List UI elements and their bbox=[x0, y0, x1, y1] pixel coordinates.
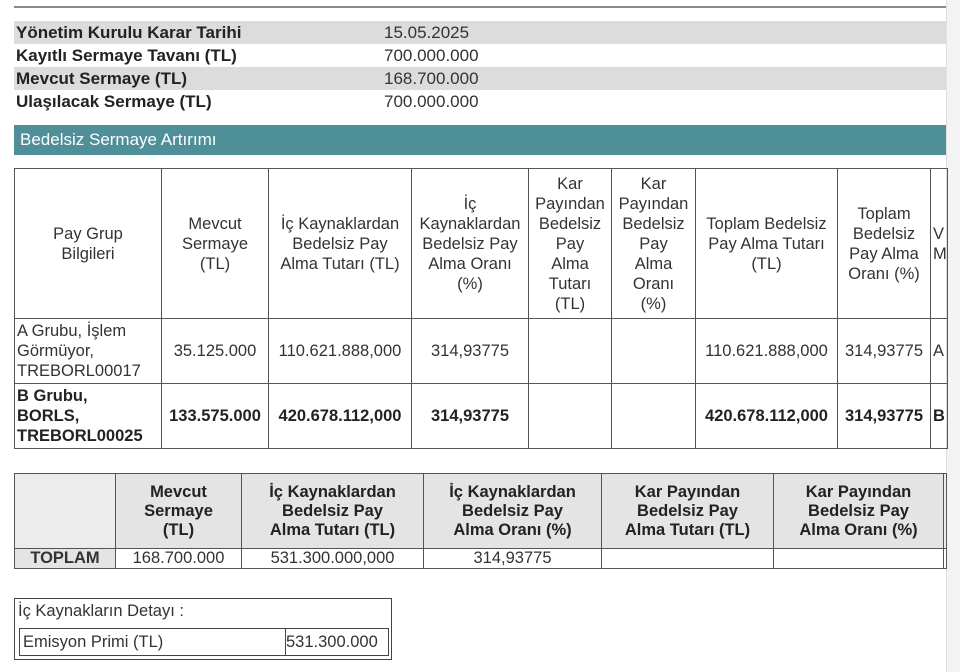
header-cell: Kar Payından Bedelsiz Pay Alma Tutarı (TL) bbox=[529, 169, 612, 319]
total-cut bbox=[944, 549, 947, 569]
info-key: Yönetim Kurulu Karar Tarihi bbox=[16, 23, 242, 42]
info-key: Kayıtlı Sermaye Tavanı (TL) bbox=[16, 46, 237, 65]
header-cell: İç Kaynaklardan Bedelsiz Pay Alma Oranı (%) bbox=[424, 474, 602, 549]
cell-cut: A bbox=[931, 319, 948, 384]
header-cell-empty bbox=[15, 474, 116, 549]
totals-header-row bbox=[15, 474, 947, 549]
header-cell: İç Kaynaklardan Bedelsiz Pay Alma Tutarı (TL) bbox=[269, 169, 412, 319]
info-row-mevcut-sermaye bbox=[14, 67, 946, 90]
cell-toplam-tutar: 110.621.888,000 bbox=[696, 319, 838, 384]
cell-ic-oran: 314,93775 bbox=[412, 384, 529, 449]
cell-toplam-oran: 314,93775 bbox=[838, 319, 931, 384]
info-key: Mevcut Sermaye (TL) bbox=[16, 69, 187, 88]
cell-ic-tutar: 110.621.888,000 bbox=[269, 319, 412, 384]
info-value: 700.000.000 bbox=[384, 92, 479, 111]
total-kar-oran bbox=[774, 549, 944, 569]
share-group-table bbox=[14, 168, 948, 449]
cell-group: B Grubu, BORLS, TREBORL00025 bbox=[15, 384, 162, 449]
section-title: Bedelsiz Sermaye Artırımı bbox=[20, 130, 217, 149]
cell-mevcut: 35.125.000 bbox=[162, 319, 269, 384]
header-cell: Kar Payından Bedelsiz Pay Alma Oranı (%) bbox=[774, 474, 944, 549]
info-row-ulasilacak-sermaye bbox=[14, 90, 946, 113]
cell-toplam-oran: 314,93775 bbox=[838, 384, 931, 449]
info-key: Ulaşılacak Sermaye (TL) bbox=[16, 92, 212, 111]
section-header bbox=[14, 125, 946, 155]
header-cell: Mevcut Sermaye (TL) bbox=[116, 474, 242, 549]
cell-kar-tutar bbox=[529, 319, 612, 384]
cell-kar-tutar bbox=[529, 384, 612, 449]
cell-ic-oran: 314,93775 bbox=[412, 319, 529, 384]
header-cell: Toplam Bedelsiz Pay Alma Oranı (%) bbox=[838, 169, 931, 319]
totals-table bbox=[14, 473, 947, 569]
total-ic-tutar: 531.300.000,000 bbox=[242, 549, 424, 569]
cell-group: A Grubu, İşlem Görmüyor, TREBORL00017 bbox=[15, 319, 162, 384]
cell-mevcut: 133.575.000 bbox=[162, 384, 269, 449]
info-value: 168.700.000 bbox=[384, 69, 479, 88]
header-cell: Kar Payından Bedelsiz Pay Alma Oranı (%) bbox=[612, 169, 696, 319]
header-cell: Pay Grup Bilgileri bbox=[15, 169, 162, 319]
table-row bbox=[15, 319, 948, 384]
totals-label: TOPLAM bbox=[15, 549, 116, 569]
table-header-row bbox=[15, 169, 948, 319]
header-cell-cut: V M bbox=[931, 169, 948, 319]
header-cell: Mevcut Sermaye (TL) bbox=[162, 169, 269, 319]
cell-kar-oran bbox=[612, 384, 696, 449]
detail-title: İç Kaynakların Detayı : bbox=[18, 602, 184, 620]
table-row bbox=[15, 384, 948, 449]
total-kar-tutar bbox=[602, 549, 774, 569]
header-cell: İç Kaynaklardan Bedelsiz Pay Alma Oranı (%) bbox=[412, 169, 529, 319]
top-divider bbox=[14, 6, 946, 8]
detail-item-value: 531.300.000 bbox=[286, 633, 378, 651]
info-row-karar-tarihi bbox=[14, 21, 946, 44]
info-value: 15.05.2025 bbox=[384, 23, 470, 42]
info-row-kayitli-sermaye bbox=[14, 44, 946, 67]
cell-toplam-tutar: 420.678.112,000 bbox=[696, 384, 838, 449]
total-mevcut: 168.700.000 bbox=[116, 549, 242, 569]
cell-cut: B bbox=[931, 384, 948, 449]
info-value: 700.000.000 bbox=[384, 46, 479, 65]
page-scroll-edge bbox=[946, 0, 960, 672]
totals-row bbox=[15, 549, 947, 569]
header-cell: Kar Payından Bedelsiz Pay Alma Tutarı (TL) bbox=[602, 474, 774, 549]
info-block bbox=[14, 21, 946, 113]
total-ic-oran: 314,93775 bbox=[424, 549, 602, 569]
cell-ic-tutar: 420.678.112,000 bbox=[269, 384, 412, 449]
detail-item-name: Emisyon Primi (TL) bbox=[20, 629, 286, 655]
header-cell-cut bbox=[944, 474, 947, 549]
header-cell: İç Kaynaklardan Bedelsiz Pay Alma Tutarı (TL) bbox=[242, 474, 424, 549]
detail-row bbox=[19, 628, 389, 656]
cell-kar-oran bbox=[612, 319, 696, 384]
internal-sources-detail bbox=[14, 598, 392, 660]
header-cell: Toplam Bedelsiz Pay Alma Tutarı (TL) bbox=[696, 169, 838, 319]
